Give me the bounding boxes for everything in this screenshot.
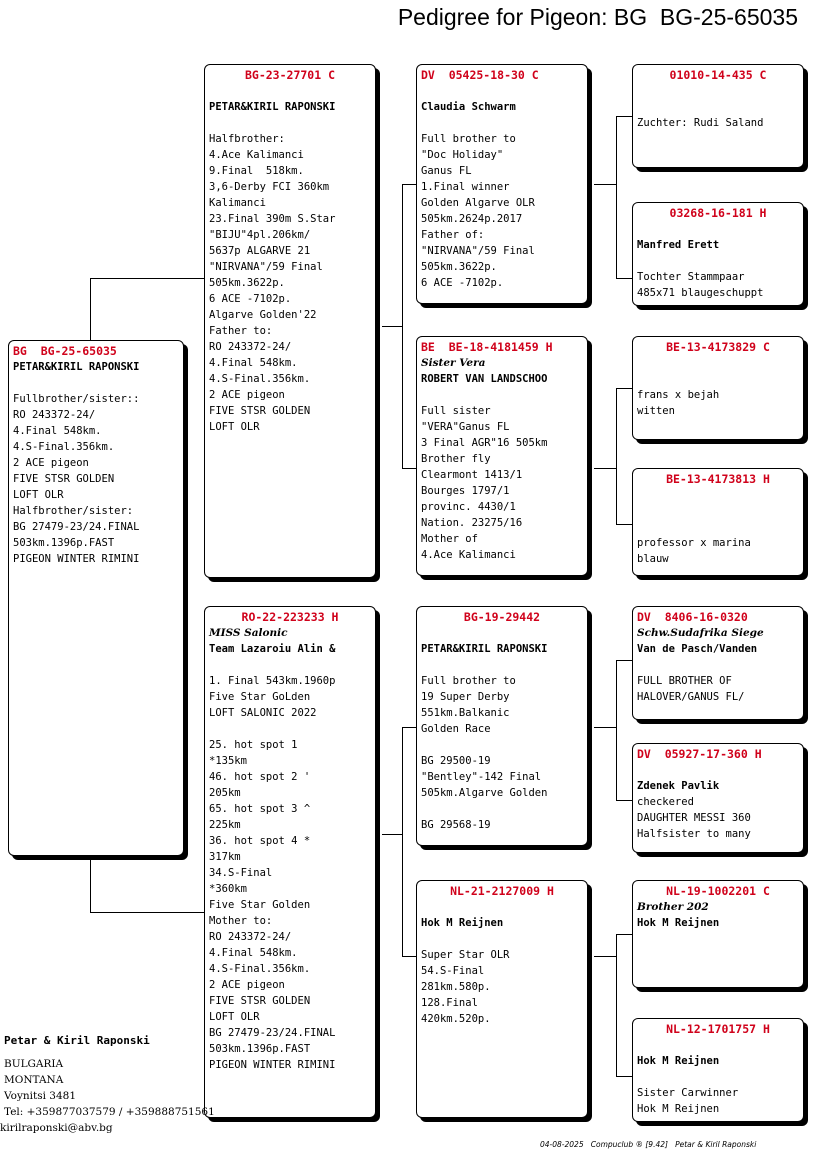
pedigree-line: 420km.520p.: [421, 1013, 491, 1025]
pedigree-line: 6 ACE -7102p.: [209, 293, 292, 305]
pedigree-line: RO 243372-24/: [209, 931, 292, 943]
pedigree-line: 505km.3622p.: [421, 261, 497, 273]
pedigree-line: Algarve Golden'22: [209, 309, 317, 321]
spacer: [421, 83, 583, 99]
spacer: [637, 503, 799, 519]
pedigree-line: "Doc Holiday": [421, 149, 504, 161]
connector-line: [594, 184, 616, 185]
pedigree-line: 25. hot spot 1: [209, 739, 298, 751]
spacer: [421, 625, 583, 641]
connector-line: [616, 524, 632, 525]
breeder-email: kirilraponski@abv.bg: [0, 1122, 113, 1134]
footer-credits: 04-08-2025 Compuclub ® [9.42] Petar & Kiril Raponski: [540, 1140, 757, 1149]
pedigree-line: 2 ACE pigeon: [209, 979, 285, 991]
pedigree-line: BG 27479-23/24.FINAL: [209, 1027, 336, 1039]
connector-line: [616, 116, 617, 278]
connector-line: [90, 278, 204, 279]
connector-line: [90, 856, 91, 912]
connector-line: [90, 912, 204, 913]
pedigree-line: PETAR&KIRIL RAPONSKI: [421, 643, 548, 655]
pedigree-line: PIGEON WINTER RIMINI: [13, 553, 140, 565]
spacer: [637, 519, 799, 535]
pedigree-line: "BIJU"4pl.206km/: [209, 229, 311, 241]
card-subject[interactable]: [8, 340, 184, 856]
pedigree-line: Zuchter: Rudi Saland: [637, 117, 764, 129]
connector-line: [616, 278, 632, 279]
pedigree-line: 4.Final 548km.: [13, 425, 102, 437]
pedigree-line: Golden Race: [421, 723, 491, 735]
ring-number: DV 05927-17-360 H: [637, 747, 762, 761]
pedigree-line: FIVE STSR GOLDEN: [209, 995, 311, 1007]
pedigree-line: "VERA"Ganus FL: [421, 421, 510, 433]
connector-line: [402, 727, 403, 956]
pedigree-line: 9.Final 518km.: [209, 165, 304, 177]
pedigree-line: 505km.2624p.2017: [421, 213, 523, 225]
card-dam-sire[interactable]: [416, 606, 588, 846]
breeder-info: [0, 1032, 250, 1136]
ring-number: 01010-14-435 C: [669, 68, 767, 82]
pedigree-line: Team Lazaroiu Alin &: [209, 643, 336, 655]
pedigree-line: 503km.1396p.FAST: [209, 1043, 311, 1055]
pedigree-line: Full brother to: [421, 133, 516, 145]
pedigree-line: FULL BROTHER OF: [637, 675, 732, 687]
connector-line: [402, 727, 416, 728]
pedigree-line: Zdenek Pavlik: [637, 780, 720, 792]
pedigree-line: 485x71 blaugeschuppt: [637, 287, 764, 299]
ring-number: DV 8406-16-0320: [637, 610, 748, 624]
connector-line: [616, 934, 632, 935]
ring-number: 03268-16-181 H: [669, 206, 767, 220]
pedigree-line: Father of:: [421, 229, 485, 241]
card-dd-dam[interactable]: [632, 1018, 804, 1122]
pedigree-line: Mother of: [421, 533, 478, 545]
pedigree-line: BG 27479-23/24.FINAL: [13, 521, 140, 533]
pedigree-line: blauw: [637, 553, 669, 565]
card-ss-sire[interactable]: [632, 64, 804, 168]
spacer: [209, 83, 371, 99]
pedigree-line: Father to:: [209, 325, 273, 337]
card-dam-dam[interactable]: [416, 880, 588, 1118]
pedigree-line: Fullbrother/sister::: [13, 393, 140, 405]
ring-number: BE-13-4173813 H: [666, 472, 770, 486]
pedigree-line: 317km: [209, 851, 241, 863]
ring-number: BE BE-18-4181459 H: [421, 340, 553, 354]
ring-number: BG BG-25-65035: [13, 344, 117, 358]
pedigree-line: "NIRVANA"/59 Final: [209, 261, 323, 273]
connector-line: [616, 388, 617, 524]
pedigree-line: 46. hot spot 2 ': [209, 771, 311, 783]
pedigree-line: 2 ACE pigeon: [209, 389, 285, 401]
pedigree-line: 1. Final 543km.1960p: [209, 675, 336, 687]
pedigree-line: PIGEON WINTER RIMINI: [209, 1059, 336, 1071]
pedigree-line: 65. hot spot 3 ^: [209, 803, 311, 815]
pedigree-line: MISS Salonic: [209, 627, 288, 639]
connector-line: [616, 660, 617, 800]
pedigree-line: Sister Vera: [421, 357, 486, 369]
pedigree-line: Claudia Schwarm: [421, 101, 516, 113]
pedigree-line: *360km: [209, 883, 247, 895]
pedigree-line: LOFT OLR: [209, 1011, 260, 1023]
pedigree-line: 4.Final 548km.: [209, 357, 298, 369]
pedigree-line: Five Star GoLden: [209, 691, 311, 703]
ring-number: DV 05425-18-30 C: [421, 68, 539, 82]
pedigree-line: 4.S-Final.356km.: [209, 963, 311, 975]
breeder-city: Voynitsi 3481: [4, 1090, 77, 1102]
card-dd-sire[interactable]: [632, 880, 804, 988]
pedigree-line: 225km: [209, 819, 241, 831]
pedigree-line: professor x marina: [637, 537, 751, 549]
breeder-region: MONTANA: [4, 1074, 64, 1086]
breeder-phone: Tel: +359877037579 / +359888751561: [4, 1106, 215, 1118]
spacer: [421, 931, 583, 947]
pedigree-line: 503km.1396p.FAST: [13, 537, 115, 549]
connector-line: [616, 800, 632, 801]
spacer: [637, 657, 799, 673]
card-ss-dam[interactable]: [632, 202, 804, 306]
connector-line: [616, 934, 617, 1076]
ring-number: NL-19-1002201 C: [666, 884, 770, 898]
connector-line: [616, 660, 632, 661]
pedigree-line: frans x bejah: [637, 389, 720, 401]
spacer: [209, 115, 371, 131]
pedigree-line: RO 243372-24/: [209, 341, 292, 353]
pedigree-line: Mother to:: [209, 915, 273, 927]
spacer: [421, 737, 583, 753]
spacer: [421, 387, 583, 403]
pedigree-line: 4.Ace Kalimanci: [209, 149, 304, 161]
pedigree-line: 36. hot spot 4 *: [209, 835, 311, 847]
pedigree-line: DAUGHTER MESSI 360: [637, 812, 751, 824]
pedigree-line: LOFT OLR: [13, 489, 64, 501]
pedigree-line: Tochter Stammpaar: [637, 271, 745, 283]
spacer: [209, 721, 371, 737]
pedigree-line: 34.S-Final: [209, 867, 273, 879]
pedigree-line: Five Star Golden: [209, 899, 311, 911]
pedigree-line: checkered: [637, 796, 694, 808]
pedigree-line: Van de Pasch/Vanden: [637, 643, 758, 655]
pedigree-line: Bourges 1797/1: [421, 485, 510, 497]
connector-line: [402, 184, 416, 185]
spacer: [637, 221, 799, 237]
card-sire-dam[interactable]: [416, 336, 588, 576]
connector-line: [594, 956, 616, 957]
ring-number: NL-21-2127009 H: [450, 884, 554, 898]
pedigree-line: "NIRVANA"/59 Final: [421, 245, 535, 257]
ring-number: BG-19-29442: [463, 610, 541, 624]
spacer: [637, 487, 799, 503]
spacer: [421, 801, 583, 817]
pedigree-line: 23.Final 390m S.Star: [209, 213, 336, 225]
card-ds-dam[interactable]: [632, 743, 804, 853]
pedigree-line: Clearmont 1413/1: [421, 469, 523, 481]
card-sd-sire[interactable]: [632, 336, 804, 440]
spacer: [637, 253, 799, 269]
pedigree-line: PETAR&KIRIL RAPONSKI: [13, 361, 140, 373]
pedigree-line: 3,6-Derby FCI 360km: [209, 181, 330, 193]
pedigree-line: BG 29500-19: [421, 755, 491, 767]
ring-number: BE-13-4173829 C: [666, 340, 770, 354]
pedigree-line: 1.Final winner: [421, 181, 510, 193]
connector-line: [402, 956, 416, 957]
connector-line: [90, 278, 91, 340]
pedigree-line: 3 Final AGR"16 505km: [421, 437, 548, 449]
pedigree-line: Brother 202: [637, 901, 709, 913]
pedigree-line: Manfred Erett: [637, 239, 720, 251]
pedigree-line: 5637p ALGARVE 21: [209, 245, 311, 257]
spacer: [421, 115, 583, 131]
connector-line: [594, 727, 616, 728]
pedigree-line: 2 ACE pigeon: [13, 457, 89, 469]
connector-line: [594, 468, 616, 469]
pedigree-line: 505km.Algarve Golden: [421, 787, 548, 799]
pedigree-line: 505km.3622p.: [209, 277, 285, 289]
spacer: [421, 657, 583, 673]
breeder-country: BULGARIA: [4, 1058, 64, 1070]
pedigree-line: 19 Super Derby: [421, 691, 510, 703]
pedigree-line: RO 243372-24/: [13, 409, 96, 421]
pedigree-line: BG 29568-19: [421, 819, 491, 831]
pedigree-line: "Bentley"-142 Final: [421, 771, 542, 783]
spacer: [209, 657, 371, 673]
connector-line: [382, 834, 402, 835]
card-ds-sire[interactable]: [632, 606, 804, 720]
spacer: [637, 99, 799, 115]
card-sd-dam[interactable]: [632, 468, 804, 576]
spacer: [13, 375, 179, 391]
ring-number: BG-23-27701 C: [244, 68, 335, 82]
pedigree-line: Hok M Reijnen: [637, 917, 720, 929]
connector-line: [402, 468, 416, 469]
pedigree-line: 281km.580p.: [421, 981, 491, 993]
pedigree-line: Halfbrother/sister:: [13, 505, 134, 517]
pedigree-line: ROBERT VAN LANDSCHOO: [421, 373, 548, 385]
card-sire-sire[interactable]: [416, 64, 588, 304]
pedigree-line: LOFT SALONIC 2022: [209, 707, 317, 719]
pedigree-line: *135km: [209, 755, 247, 767]
connector-line: [616, 116, 632, 117]
breeder-name: Petar & Kiril Raponski: [4, 1034, 150, 1047]
pedigree-line: Sister Carwinner: [637, 1087, 739, 1099]
card-sire[interactable]: [204, 64, 376, 578]
spacer: [637, 762, 799, 778]
spacer: [637, 371, 799, 387]
pedigree-line: 4.S-Final.356km.: [13, 441, 115, 453]
pedigree-line: Halfsister to many: [637, 828, 751, 840]
pedigree-line: 4.Final 548km.: [209, 947, 298, 959]
pedigree-line: witten: [637, 405, 675, 417]
pedigree-line: LOFT OLR: [209, 421, 260, 433]
pedigree-line: 6 ACE -7102p.: [421, 277, 504, 289]
connector-line: [402, 184, 403, 468]
pedigree-line: 551km.Balkanic: [421, 707, 510, 719]
pedigree-line: Golden Algarve OLR: [421, 197, 535, 209]
pedigree-line: Kalimanci: [209, 197, 266, 209]
pedigree-line: FIVE STSR GOLDEN: [209, 405, 311, 417]
connector-line: [616, 1076, 632, 1077]
pedigree-line: 4.S-Final.356km.: [209, 373, 311, 385]
pedigree-line: Hok M Reijnen: [637, 1055, 720, 1067]
pedigree-line: 4.Ace Kalimanci: [421, 549, 516, 561]
page-title: Pedigree for Pigeon: BG BG-25-65035: [397, 4, 798, 30]
spacer: [637, 1069, 799, 1085]
pedigree-line: Full brother to: [421, 675, 516, 687]
pedigree-line: HALOVER/GANUS FL/: [637, 691, 745, 703]
pedigree-line: Brother fly: [421, 453, 491, 465]
pedigree-line: FIVE STSR GOLDEN: [13, 473, 115, 485]
pedigree-line: Full sister: [421, 405, 491, 417]
pedigree-line: Super Star OLR: [421, 949, 510, 961]
pedigree-line: 54.S-Final: [421, 965, 485, 977]
pedigree-line: Hok M Reijnen: [637, 1103, 720, 1115]
spacer: [421, 899, 583, 915]
spacer: [637, 355, 799, 371]
pedigree-line: Hok M Reijnen: [421, 917, 504, 929]
pedigree-line: Nation. 23275/16: [421, 517, 523, 529]
spacer: [637, 83, 799, 99]
pedigree-line: Halfbrother:: [209, 133, 285, 145]
pedigree-line: PETAR&KIRIL RAPONSKI: [209, 101, 336, 113]
pedigree-line: Schw.Sudafrika Siege: [637, 627, 764, 639]
ring-number: RO-22-223233 H: [241, 610, 339, 624]
pedigree-line: provinc. 4430/1: [421, 501, 516, 513]
spacer: [637, 1037, 799, 1053]
pedigree-line: 128.Final: [421, 997, 478, 1009]
ring-number: NL-12-1701757 H: [666, 1022, 770, 1036]
pedigree-line: 205km: [209, 787, 241, 799]
connector-line: [616, 388, 632, 389]
connector-line: [382, 326, 402, 327]
pedigree-line: Ganus FL: [421, 165, 472, 177]
